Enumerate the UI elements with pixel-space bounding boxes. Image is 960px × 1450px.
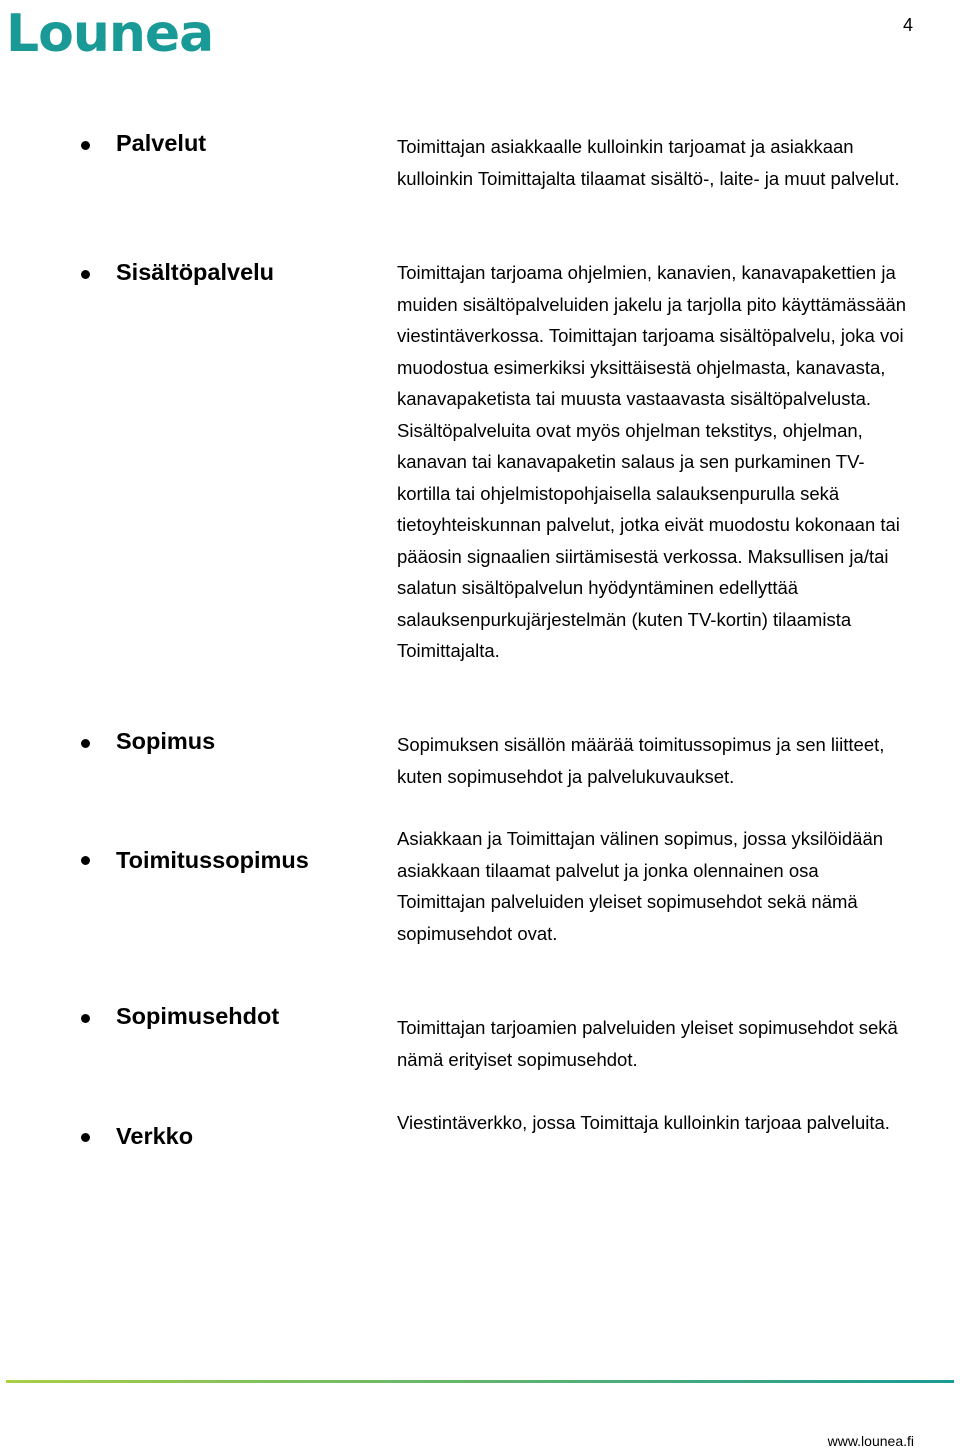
lounea-logo: Lounea [6, 4, 214, 64]
definition-text: Viestintäverkko, jossa Toimittaja kulloinkin tarjoaa palveluita. [397, 1112, 890, 1133]
bullet-icon [81, 141, 90, 150]
definition-text: Asiakkaan ja Toimittajan välinen sopimus, jossa yksilöidään asiakkaan tilaamat palvelut ja jonka olennainen osa Toimittajan palveluiden yleiset sopimusehdot sekä nämä sopimusehdot ovat. [397, 828, 884, 944]
term: Verkko [116, 1123, 194, 1149]
term: Toimitussopimus [116, 847, 309, 873]
definition-text: Toimittajan tarjoama ohjelmien, kanavien, kanavapakettien ja muiden sisältöpalveluiden jakelu ja tarjolla pito käyttämässään viestintäverkossa. Toimittajan tarjoama sisältöpalvelu, joka voi muodostua esimerkiksi yksittäisestä ohjelmasta, kanavasta, kanavapaketista tai muusta vastaavasta sisältöpalvelusta. Sisältöpalveluita ovat myös ohjelman tekstitys, ohjelman, kanavan tai kanavapaketin salaus ja sen purkaminen TV-kortilla tai ohjelmistopohjaisella salauksenpurulla sekä tietoyhteiskunnan palvelut, jotka eivät muodostu kokonaan tai pääosin signaalien siirtämisestä verkossa. Maksullisen ja/tai salatun sisältöpalvelun hyödyntäminen edellyttää salauksenpurkujärjestelmän (kuten TV-kortin) tilaamista Toimittajalta. [397, 262, 907, 661]
bullet-icon [81, 1014, 90, 1023]
bullet-icon [81, 270, 90, 279]
bullet-icon [81, 856, 90, 865]
definition-text: Toimittajan tarjoamien palveluiden yleiset sopimusehdot sekä nämä erityiset sopimusehdot. [397, 1017, 898, 1070]
term: Sisältöpalvelu [116, 259, 275, 285]
bullet-icon [81, 739, 90, 748]
term: Sopimus [116, 728, 216, 754]
definition-text: Toimittajan asiakkaalle kulloinkin tarjoamat ja asiakkaan kulloinkin Toimittajalta tilaamat sisältö-, laite- ja muut palvelut. [397, 136, 900, 189]
bullet-icon [81, 1133, 90, 1142]
footer-url: www.lounea.fi [827, 1433, 914, 1449]
term: Sopimusehdot [116, 1003, 280, 1029]
footer-divider [6, 1380, 954, 1383]
page-number: 4 [902, 15, 913, 35]
term: Palvelut [116, 130, 207, 156]
definition-text: Sopimuksen sisällön määrää toimitussopimus ja sen liitteet, kuten sopimusehdot ja palvelukuvaukset. [397, 734, 885, 787]
